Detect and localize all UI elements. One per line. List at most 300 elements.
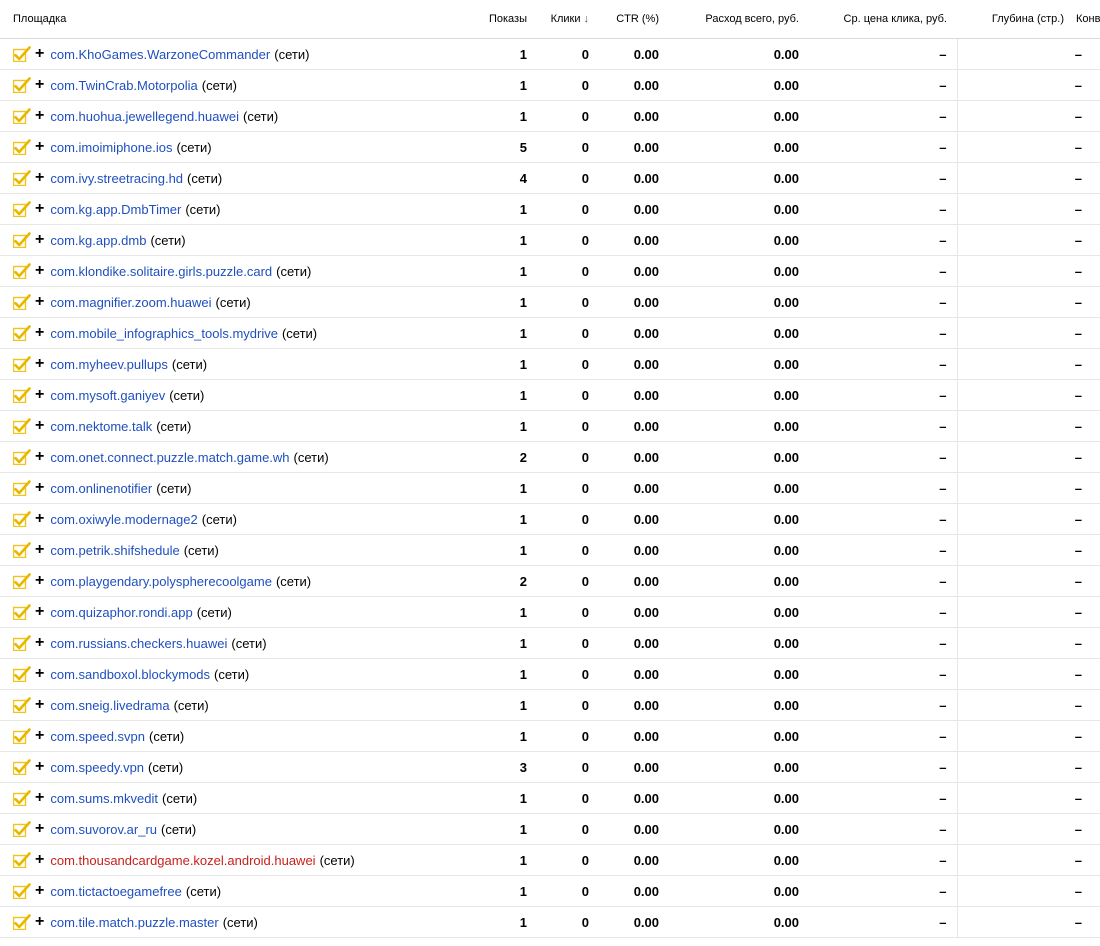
cpc-value: – <box>807 597 957 628</box>
ctr-value: 0.00 <box>597 690 667 721</box>
checkmark-icon[interactable] <box>13 46 31 62</box>
checkmark-icon[interactable] <box>13 263 31 279</box>
network-label: (сети) <box>275 573 312 589</box>
cpc-value: – <box>807 349 957 380</box>
cpc-value: – <box>807 659 957 690</box>
checkmark-icon[interactable] <box>13 325 31 341</box>
clicks-value: 0 <box>535 752 597 783</box>
spend-value: 0.00 <box>667 442 807 473</box>
site-cell <box>0 659 455 690</box>
clicks-value: 0 <box>535 39 597 70</box>
network-label: (сети) <box>319 852 355 868</box>
site-link[interactable]: com.tile.match.puzzle.master <box>50 914 219 930</box>
checkmark-icon[interactable] <box>13 480 31 496</box>
clicks-value: 0 <box>535 845 597 876</box>
cpc-value: – <box>807 907 957 938</box>
site-link[interactable]: com.speed.svpn <box>50 728 146 744</box>
shows-value: 1 <box>455 597 535 628</box>
network-label: (сети) <box>169 387 205 403</box>
network-label: (сети) <box>161 821 197 837</box>
site-link[interactable]: com.klondike.solitaire.girls.puzzle.card <box>50 263 273 279</box>
spend-value: 0.00 <box>667 721 807 752</box>
table-row <box>0 566 1100 597</box>
network-label: (сети) <box>214 666 250 682</box>
checkmark-icon[interactable] <box>13 666 31 682</box>
table-row <box>0 690 1100 721</box>
table-row <box>0 70 1100 101</box>
clicks-value: 0 <box>535 876 597 907</box>
shows-value: 1 <box>455 783 535 814</box>
site-cell <box>0 411 455 442</box>
depth-value: – <box>957 752 1100 783</box>
network-label: (сети) <box>242 108 279 124</box>
ctr-value: 0.00 <box>597 256 667 287</box>
cpc-value: – <box>807 163 957 194</box>
checkmark-icon[interactable] <box>13 790 31 806</box>
clicks-value: 0 <box>535 473 597 504</box>
clicks-value: 0 <box>535 659 597 690</box>
checkmark-icon[interactable] <box>13 852 31 868</box>
plus-icon[interactable]: + <box>35 510 45 528</box>
spend-value: 0.00 <box>667 907 807 938</box>
shows-value: 1 <box>455 39 535 70</box>
plus-icon[interactable]: + <box>35 107 45 125</box>
clicks-value: 0 <box>535 721 597 752</box>
checkmark-icon[interactable] <box>13 573 31 589</box>
plus-icon[interactable]: + <box>35 696 45 714</box>
depth-value: – <box>957 876 1100 907</box>
ctr-value: 0.00 <box>597 380 667 411</box>
depth-value: – <box>957 318 1100 349</box>
ctr-value: 0.00 <box>597 349 667 380</box>
shows-value: 1 <box>455 504 535 535</box>
site-link[interactable]: com.mobile_infographics_tools.mydrive <box>50 325 278 341</box>
depth-value: – <box>957 814 1100 845</box>
table-row <box>0 163 1100 194</box>
site-cell <box>0 690 455 721</box>
clicks-value: 0 <box>535 70 597 101</box>
site-link[interactable]: com.oxiwyle.modernage2 <box>50 511 198 527</box>
spend-value: 0.00 <box>667 752 807 783</box>
checkmark-icon[interactable] <box>13 232 31 248</box>
spend-value: 0.00 <box>667 163 807 194</box>
ctr-value: 0.00 <box>597 628 667 659</box>
ctr-value: 0.00 <box>597 845 667 876</box>
shows-value: 1 <box>455 380 535 411</box>
network-label: (сети) <box>274 46 310 62</box>
table-row <box>0 535 1100 566</box>
plus-icon[interactable]: + <box>35 355 45 373</box>
depth-value: – <box>957 70 1100 101</box>
checkmark-icon[interactable] <box>13 883 31 899</box>
site-cell <box>0 783 455 814</box>
spend-value: 0.00 <box>667 256 807 287</box>
plus-icon[interactable]: + <box>35 76 45 94</box>
site-link[interactable]: com.sandboxol.blockymods <box>50 666 211 682</box>
shows-value: 1 <box>455 690 535 721</box>
table-row <box>0 473 1100 504</box>
header-depth[interactable]: Глубина (стр.) <box>957 0 1072 39</box>
site-cell <box>0 597 455 628</box>
checkmark-icon[interactable] <box>13 418 31 434</box>
checkmark-icon[interactable] <box>13 387 31 403</box>
shows-value: 1 <box>455 721 535 752</box>
plus-icon[interactable]: + <box>35 541 45 559</box>
table-row <box>0 752 1100 783</box>
plus-icon[interactable]: + <box>35 417 45 435</box>
shows-value: 1 <box>455 628 535 659</box>
shows-value: 1 <box>455 876 535 907</box>
table-row <box>0 225 1100 256</box>
checkmark-icon[interactable] <box>13 821 31 837</box>
plus-icon[interactable]: + <box>35 789 45 807</box>
plus-icon[interactable]: + <box>35 324 45 342</box>
ctr-value: 0.00 <box>597 287 667 318</box>
clicks-value: 0 <box>535 566 597 597</box>
ctr-value: 0.00 <box>597 752 667 783</box>
spend-value: 0.00 <box>667 101 807 132</box>
depth-value: – <box>957 163 1100 194</box>
network-label: (сети) <box>176 139 212 155</box>
clicks-value: 0 <box>535 535 597 566</box>
cpc-value: – <box>807 442 957 473</box>
sort-desc-icon: ↓ <box>583 13 589 25</box>
depth-value: – <box>957 256 1100 287</box>
clicks-value: 0 <box>535 380 597 411</box>
spend-value: 0.00 <box>667 349 807 380</box>
network-label: (сети) <box>231 635 267 651</box>
table-row <box>0 442 1100 473</box>
clicks-value: 0 <box>535 411 597 442</box>
depth-value: – <box>957 721 1100 752</box>
site-link[interactable]: com.myheev.pullups <box>50 356 168 372</box>
shows-value: 2 <box>455 566 535 597</box>
header-spend[interactable]: Расход всего, руб. <box>667 0 807 39</box>
table-row <box>0 628 1100 659</box>
spend-value: 0.00 <box>667 783 807 814</box>
clicks-value: 0 <box>535 287 597 318</box>
site-link[interactable]: com.speedy.vpn <box>50 759 145 775</box>
depth-value: – <box>957 783 1100 814</box>
ctr-value: 0.00 <box>597 783 667 814</box>
header-shows[interactable]: Показы <box>455 0 535 39</box>
checkmark-icon[interactable] <box>13 356 31 372</box>
table-row <box>0 907 1100 938</box>
ctr-value: 0.00 <box>597 597 667 628</box>
cpc-value: – <box>807 504 957 535</box>
clicks-value: 0 <box>535 442 597 473</box>
network-label: (сети) <box>185 201 221 217</box>
plus-icon[interactable]: + <box>35 913 45 931</box>
plus-icon[interactable]: + <box>35 727 45 745</box>
shows-value: 1 <box>455 845 535 876</box>
checkmark-icon[interactable] <box>13 728 31 744</box>
clicks-value: 0 <box>535 256 597 287</box>
spend-value: 0.00 <box>667 566 807 597</box>
checkmark-icon[interactable] <box>13 139 31 155</box>
checkmark-icon[interactable] <box>13 201 31 217</box>
table-row <box>0 132 1100 163</box>
spend-value: 0.00 <box>667 814 807 845</box>
site-link[interactable]: com.kg.app.DmbTimer <box>50 201 182 217</box>
spend-value: 0.00 <box>667 845 807 876</box>
spend-value: 0.00 <box>667 504 807 535</box>
ctr-value: 0.00 <box>597 225 667 256</box>
spend-value: 0.00 <box>667 535 807 566</box>
plus-icon[interactable]: + <box>35 386 45 404</box>
site-cell <box>0 287 455 318</box>
plus-icon[interactable]: + <box>35 200 45 218</box>
depth-value: – <box>957 628 1100 659</box>
site-cell <box>0 535 455 566</box>
shows-value: 4 <box>455 163 535 194</box>
site-cell <box>0 814 455 845</box>
cpc-value: – <box>807 70 957 101</box>
cpc-value: – <box>807 473 957 504</box>
checkmark-icon[interactable] <box>13 542 31 558</box>
site-link[interactable]: com.imoimiphone.ios <box>50 139 173 155</box>
shows-value: 1 <box>455 70 535 101</box>
ctr-value: 0.00 <box>597 659 667 690</box>
table-row <box>0 101 1100 132</box>
site-link[interactable]: com.onet.connect.puzzle.match.game.wh <box>50 449 290 465</box>
clicks-value: 0 <box>535 163 597 194</box>
site-cell <box>0 163 455 194</box>
site-cell <box>0 566 455 597</box>
table-row <box>0 504 1100 535</box>
spend-value: 0.00 <box>667 318 807 349</box>
ctr-value: 0.00 <box>597 814 667 845</box>
site-link[interactable]: com.russians.checkers.huawei <box>50 635 228 651</box>
depth-value: – <box>957 101 1100 132</box>
plus-icon[interactable]: + <box>35 262 45 280</box>
cpc-value: – <box>807 752 957 783</box>
table-row <box>0 380 1100 411</box>
shows-value: 3 <box>455 752 535 783</box>
network-label: (сети) <box>148 759 184 775</box>
site-link[interactable]: com.mysoft.ganiyev <box>50 387 166 403</box>
cpc-value: – <box>807 566 957 597</box>
plus-icon[interactable]: + <box>35 665 45 683</box>
spend-value: 0.00 <box>667 225 807 256</box>
header-cpc[interactable]: Ср. цена клика, руб. <box>807 0 957 39</box>
checkmark-icon[interactable] <box>13 449 31 465</box>
plus-icon[interactable]: + <box>35 138 45 156</box>
site-link[interactable]: com.petrik.shifshedule <box>50 542 180 558</box>
site-link[interactable]: com.nektome.talk <box>50 418 153 434</box>
table-row <box>0 845 1100 876</box>
cpc-value: – <box>807 39 957 70</box>
spend-value: 0.00 <box>667 411 807 442</box>
site-link[interactable]: com.magnifier.zoom.huawei <box>50 294 212 310</box>
checkmark-icon[interactable] <box>13 170 31 186</box>
checkmark-icon[interactable] <box>13 697 31 713</box>
site-cell <box>0 504 455 535</box>
table-row <box>0 876 1100 907</box>
network-label: (сети) <box>276 263 312 279</box>
ctr-value: 0.00 <box>597 504 667 535</box>
checkmark-icon[interactable] <box>13 108 31 124</box>
clicks-value: 0 <box>535 783 597 814</box>
ctr-value: 0.00 <box>597 411 667 442</box>
plus-icon[interactable]: + <box>35 820 45 838</box>
checkmark-icon[interactable] <box>13 759 31 775</box>
shows-value: 1 <box>455 535 535 566</box>
site-cell <box>0 39 455 70</box>
network-label: (сети) <box>201 77 237 93</box>
site-cell <box>0 256 455 287</box>
plus-icon[interactable]: + <box>35 572 45 590</box>
cpc-value: – <box>807 411 957 442</box>
plus-icon[interactable]: + <box>35 882 45 900</box>
site-link[interactable]: com.ivy.streetracing.hd <box>50 170 184 186</box>
site-cell <box>0 349 455 380</box>
site-link[interactable]: com.tictactoegamefree <box>50 883 182 899</box>
clicks-value: 0 <box>535 628 597 659</box>
clicks-value: 0 <box>535 349 597 380</box>
table-row <box>0 721 1100 752</box>
shows-value: 1 <box>455 101 535 132</box>
site-link[interactable]: com.playgendary.polyspherecoolgame <box>50 573 272 589</box>
cpc-value: – <box>807 101 957 132</box>
site-link[interactable]: com.sums.mkvedit <box>50 790 158 806</box>
site-link[interactable]: com.huohua.jewellegend.huawei <box>50 108 239 124</box>
ctr-value: 0.00 <box>597 535 667 566</box>
site-cell <box>0 194 455 225</box>
spend-value: 0.00 <box>667 70 807 101</box>
site-link[interactable]: com.onlinenotifier <box>50 480 153 496</box>
cpc-value: – <box>807 132 957 163</box>
checkmark-icon[interactable] <box>13 604 31 620</box>
spend-value: 0.00 <box>667 380 807 411</box>
clicks-value: 0 <box>535 814 597 845</box>
plus-icon[interactable]: + <box>35 758 45 776</box>
depth-value: – <box>957 194 1100 225</box>
clicks-value: 0 <box>535 504 597 535</box>
cpc-value: – <box>807 256 957 287</box>
shows-value: 1 <box>455 349 535 380</box>
cpc-value: – <box>807 194 957 225</box>
site-cell <box>0 225 455 256</box>
shows-value: 1 <box>455 473 535 504</box>
depth-value: – <box>957 690 1100 721</box>
table-body <box>0 39 1100 938</box>
depth-value: – <box>957 411 1100 442</box>
header-site[interactable]: Площадка <box>0 0 455 39</box>
checkmark-icon[interactable] <box>13 635 31 651</box>
plus-icon[interactable]: + <box>35 45 45 63</box>
cpc-value: – <box>807 535 957 566</box>
site-link[interactable]: com.kg.app.dmb <box>50 232 147 248</box>
site-link[interactable]: com.KhoGames.WarzoneCommander <box>50 46 271 62</box>
network-label: (сети) <box>171 356 208 372</box>
site-cell <box>0 752 455 783</box>
plus-icon[interactable]: + <box>35 603 45 621</box>
spend-value: 0.00 <box>667 659 807 690</box>
ctr-value: 0.00 <box>597 318 667 349</box>
network-label: (сети) <box>196 604 232 620</box>
site-link[interactable]: com.thousandcardgame.kozel.android.huawei <box>50 852 316 868</box>
depth-value: – <box>957 380 1100 411</box>
site-link[interactable]: com.suvorov.ar_ru <box>50 821 158 837</box>
header-conversions[interactable]: Конв <box>1072 0 1100 39</box>
plus-icon[interactable]: + <box>35 634 45 652</box>
site-cell <box>0 845 455 876</box>
clicks-value: 0 <box>535 690 597 721</box>
site-cell <box>0 628 455 659</box>
network-label: (сети) <box>150 232 186 248</box>
ctr-value: 0.00 <box>597 39 667 70</box>
site-cell <box>0 101 455 132</box>
spend-value: 0.00 <box>667 473 807 504</box>
clicks-value: 0 <box>535 101 597 132</box>
depth-value: – <box>957 225 1100 256</box>
ctr-value: 0.00 <box>597 194 667 225</box>
depth-value: – <box>957 349 1100 380</box>
spend-value: 0.00 <box>667 194 807 225</box>
site-cell <box>0 473 455 504</box>
spend-value: 0.00 <box>667 628 807 659</box>
network-label: (сети) <box>281 325 318 341</box>
depth-value: – <box>957 845 1100 876</box>
plus-icon[interactable]: + <box>35 293 45 311</box>
ctr-value: 0.00 <box>597 566 667 597</box>
cpc-value: – <box>807 690 957 721</box>
site-cell <box>0 876 455 907</box>
checkmark-icon[interactable] <box>13 294 31 310</box>
depth-value: – <box>957 597 1100 628</box>
ctr-value: 0.00 <box>597 132 667 163</box>
checkmark-icon[interactable] <box>13 511 31 527</box>
table-row <box>0 194 1100 225</box>
table-row <box>0 659 1100 690</box>
site-link[interactable]: com.TwinCrab.Motorpolia <box>50 77 198 93</box>
network-label: (сети) <box>185 883 222 899</box>
depth-value: – <box>957 907 1100 938</box>
site-link[interactable]: com.quizaphor.rondi.app <box>50 604 193 620</box>
ctr-value: 0.00 <box>597 876 667 907</box>
plus-icon[interactable]: + <box>35 851 45 869</box>
site-cell <box>0 721 455 752</box>
table-row <box>0 597 1100 628</box>
table-row <box>0 318 1100 349</box>
plus-icon[interactable]: + <box>35 448 45 466</box>
plus-icon[interactable]: + <box>35 169 45 187</box>
network-label: (сети) <box>183 542 219 558</box>
checkmark-icon[interactable] <box>13 77 31 93</box>
checkmark-icon[interactable] <box>13 914 31 930</box>
network-label: (сети) <box>201 511 237 527</box>
header-ctr[interactable]: CTR (%) <box>597 0 667 39</box>
header-clicks[interactable]: Клики ↓ <box>535 0 597 39</box>
site-link[interactable]: com.sneig.livedrama <box>50 697 170 713</box>
table-row <box>0 783 1100 814</box>
plus-icon[interactable]: + <box>35 479 45 497</box>
clicks-value: 0 <box>535 132 597 163</box>
ctr-value: 0.00 <box>597 442 667 473</box>
ctr-value: 0.00 <box>597 473 667 504</box>
ctr-value: 0.00 <box>597 101 667 132</box>
site-cell <box>0 907 455 938</box>
shows-value: 1 <box>455 194 535 225</box>
depth-value: – <box>957 473 1100 504</box>
plus-icon[interactable]: + <box>35 231 45 249</box>
network-label: (сети) <box>222 914 258 930</box>
cpc-value: – <box>807 380 957 411</box>
clicks-value: 0 <box>535 225 597 256</box>
table-row <box>0 256 1100 287</box>
depth-value: – <box>957 287 1100 318</box>
